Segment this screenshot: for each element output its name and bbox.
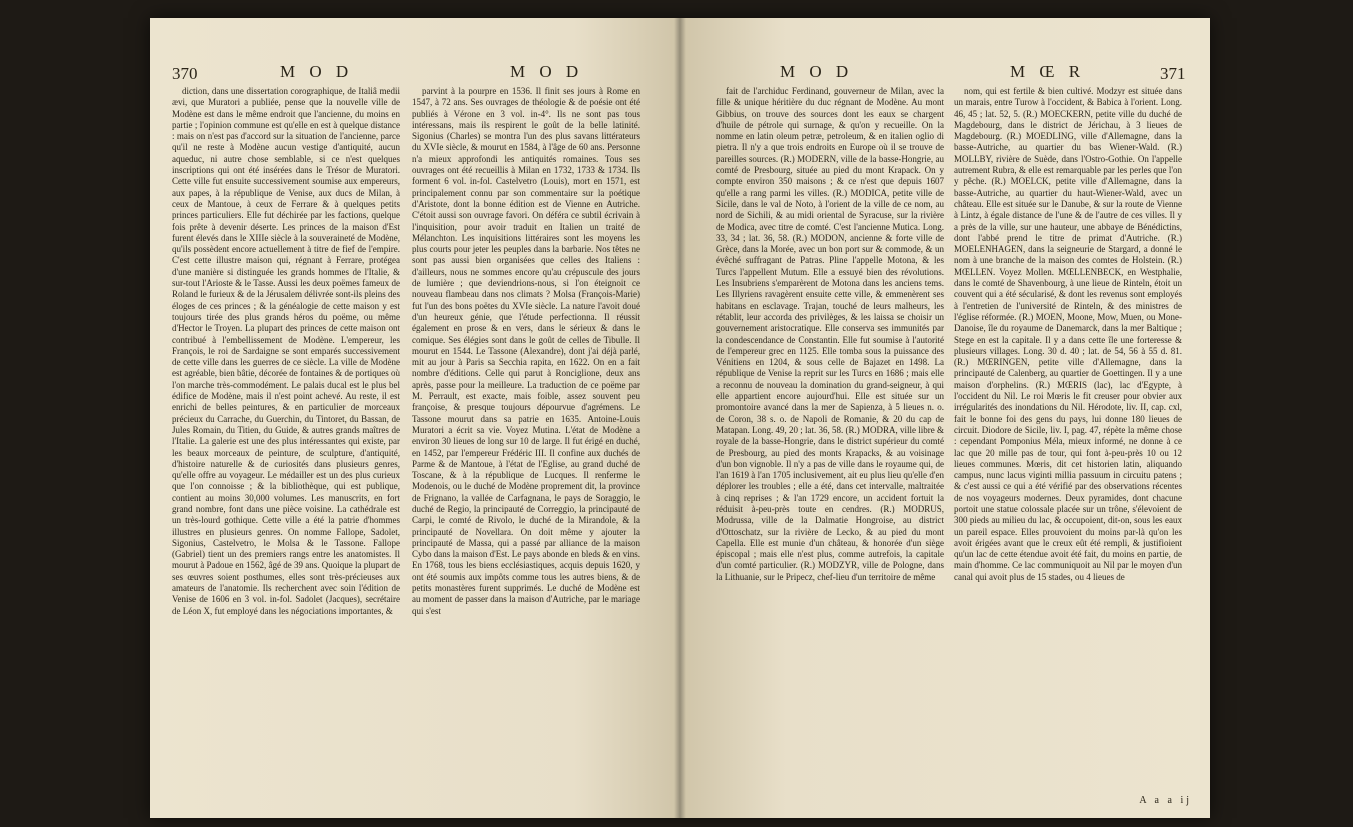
text-column-1 bbox=[716, 86, 944, 801]
column-text: parvint à la pourpre en 1536. Il finit ses jours à Rome en 1547, à 72 ans. Ses ouvrages de théologie & de poésie ont été publiés à Vérone en 3 vol. in-4°. Ils ne sont pas tous intéressans, mais ils respirent le goût de la belle latinité. Sigonius (Charles) se montra l'un des plus savans littérateurs du XVIe siècle, & mourut en 1584, à l'âge de 60 ans. Personne n'a mieux approfondi les antiquités romaines. Tous ses ouvrages ont été recueillis à Milan en 1732, 1733 & 1734. Ils forment 6 vol. in-fol. Castelvetro (Louis), mort en 1571, est principalement connu par son commentaire sur la poétique d'Aristote, dont la bonne édition est de Vienne en Autriche. C'étoit aussi son ouvrage favori. On déféra ce subtil écrivain à l'inquisition, pour avoir traduit en Italien un traité de Mélanchton. Les inquisitions littéraires sont les moyens les plus courts pour jeter les peuples dans la barbarie. Nos têtes ne sont pas aussi bien organisées que celles des Italiens : d'ailleurs, nous ne sommes encore qu'au crépuscule des jours de lumière ; que deviendrions-nous, si l'on éteignoit ce nouveau flambeau dans nos climats ? Molsa (François-Marie) fut l'un des bons poëtes du XVIe siècle. La nature l'avoit doué d'un heureux génie, que l'étude perfectionna. Il réussit également en prose & en vers, dans le sérieux & dans le comique. Ses élégies sont dans le goût de celles de Tibulle. Il mourut en 1544. Le Tassone (Alexandre), dont j'ai déjà parlé, mit au jour à Paris sa Secchia rapita, en 1622. On en a fait nombre d'éditions. Celle qui parut à Ronciglione, deux ans après, passe pour la meilleure. La traduction de ce poëme par M. Perrault, est exacte, mais foible, assez souvent peu françoise, & presque toujours dépourvue d'agrémens. Le Tassone mourut dans sa patrie en 1635. Antoine-Louis Muratori a écrit sa vie. Voyez Mutina. L'état de Modène a environ 30 lieues de long sur 10 de large. Il fut érigé en duché, en 1452, par l'empereur Frédéric III. Il confine aux duchés de Parme & de Mantoue, à l'état de l'Eglise, au grand duché de Toscane, & à la république de Lucques. Il renferme le Modenois, ou le duché de Modène proprement dit, la province de Frignano, la vallée de Carfagnana, le pays de Soraggio, le duché de Regio, la principauté de Correggio, la principauté de Carpi, le comté de Rivolo, le duché de la Mirandole, & la principauté de Novellara. On doit même y ajouter la principauté de Massa, qui a passé par alliance de la maison Cybo dans la maison d'Est. Le pays abonde en bleds & en vins. En 1768, tous les biens ecclésiastiques, acquis depuis 1620, y ont été soumis aux impôts comme tous les autres biens, & de petits monastères furent supprimés. Le duché de Modène est au moment de passer dans la maison d'Autriche, par le mariage qui s'est bbox=[412, 86, 640, 616]
text-column-1 bbox=[172, 86, 400, 801]
column-text: diction, dans une dissertation corographique, de Italiâ medii ævi, que Muratori a publiée, pense que la nouvelle ville de Modène est dans le même endroit que l'ancienne, du moins en partie ; l'opinion commune est qu'elle en est à quelque distance : mais on n'est pas d'accord sur la situation de l'ancienne, parce qu'il ne reste à Modène aucun vestige d'antiquité, aucun aqueduc, ni autre chose semblable, si ce n'est quelques inscriptions qui ont été insérées dans le Trésor de Muratori. Cette ville fut ensuite successivement soumise aux empereurs, aux papes, à la république de Venise, aux ducs de Milan, à ceux de Mantoue, à ceux de Ferrare & à quelques petits princes particuliers. Elle fut déchirée par les factions, quelque fois prête à devenir déserte. Les princes de la maison d'Est furent élevés dans le XIIIe siècle à la souveraineté de Modène, qu'ils possèdent encore actuellement à titre de fief de l'empire. C'est cette illustre maison qui, régnant à Ferrare, protégea d'une manière si distinguée les grands hommes de l'Italie, & sur-tout l'Arioste & le Tasse. Aussi les deux poëmes fameux de Roland le furieux & de la Jérusalem délivrée sont-ils pleins des éloges de ces princes ; & la généalogie de cette maison y est toujours tirée des plus grands héros du poëme, ou même d'Hector le Troyen. La plupart des princes de cette maison ont contribué à l'embellissement de Modène. L'empereur, les François, le roi de Sardaigne se sont emparés successivement de cette ville dans les guerres de ce siècle. La ville de Modène est agréable, bien bâtie, décorée de fontaines & de portiques où l'on marche très-commodément. Le palais ducal est le plus bel édifice de Modène, mais il n'est point achevé. Au reste, il est enrichi de belles peintures, & en particulier de morceaux précieux du Carrache, du Guerchin, du Tintoret, du Bassan, de Jules Romain, du Titien, du Guide, & autres grands maîtres de l'Italie. La galerie est une des plus intéressantes qui existe, par les beaux morceaux de peinture, de sculpture, d'antiquité, d'histoire naturelle & de curiosités dans plusieurs genres, qu'elle offre au voyageur. Le médailler est un des plus curieux que l'on connoisse ; & la bibliothèque, qui est publique, contient au moins 30,000 volumes. Les manuscrits, en fort grand nombre, font dans une pièce voisine. La cathédrale est un très-lourd gothique. Cette ville a été la patrie d'hommes illustres en plusieurs genres. On nomme Fallope, Sadolet, Sigonius, Castelvetro, le Molsa & le Tassone. Fallope (Gabriel) tient un des premiers rangs entre les anatomistes. Il mourut à Padoue en 1562, âgé de 39 ans. Quoique la plupart de ses œuvres soient posthumes, elles sont très-précieuses aux amateurs de l'anatomie. Ils recherchent avec soin l'édition de Venise de 1606 en 3 vol. in-fol. Sadolet (Jacques), secrétaire de Léon X, fut employé dans les négociations importantes, & bbox=[172, 86, 400, 616]
text-column-2 bbox=[954, 86, 1182, 801]
open-book bbox=[150, 18, 1210, 818]
running-head-left: M O D bbox=[780, 62, 854, 81]
column-text: nom, qui est fertile & bien cultivé. Modzyr est située dans un marais, entre Turow à l'occident, & Babica à l'orient. Long. 46, 45 ; lat. 52, 5. (R.) MOECKERN, petite ville du duché de Magdebourg, dans le district de Jérichau, à 3 lieues de Magdebourg. (R.) MOEDLING, ville d'Allemagne, dans la basse-Autriche, au quartier du bas Wiener-Wald. (R.) MOLLBY, rivière de Suède, dans l'Ostro-Gothie. On l'appelle autrement Rubra, & elle est remarquable par les perles que l'on y pêche. (R.) MOELCK, petite ville d'Allemagne, dans la basse-Autriche, au quartier du haut-Wiener-Wald, avec un château. Elle est située sur le Danube, & sur la route de Vienne à Lintz, à égale distance de l'une & de l'autre de ces villes. Il y a près de la ville, sur une hauteur, une abbaye de Bénédictins, dont l'abbé prend le titre de primat d'Autriche. (R.) MOELENHAGEN, dans la seigneurie de Stargard, a donné le nom à une branche de la maison des comtes de Holstein. (R.) MŒLLEN. Voyez Mollen. MŒLLENBECK, en Westphalie, dans le comté de Shavenbourg, à une lieue de Rinteln, étoit un couvent qui a été sécularisé, & dont les revenus sont employés à l'entretien de l'université de Rinteln, & des ministres de l'église réformée. (R.) MOEN, Moone, Mow, Muen, ou Mone-Danoise, île du royaume de Danemarck, dans la mer Baltique ; Stege en est la capitale. Il y a dans cette île une forteresse & plusieurs villages. Long. 30 d. 40 ; lat. de 54, 56 à 55 d. 81. (R.) MŒRINGEN, petite ville d'Allemagne, dans la principauté de Calenberg, au quartier de Goettingen. Il y a une maison d'orphelins. (R.) MŒRIS (lac), lac d'Egypte, à l'occident du Nil. Le roi Mœris le fit creuser pour obvier aux irrégularités des inondations du Nil. Hérodote, liv. II, cap. cxl, fait le bonne foi des gens du pays, lui donne 180 lieues de circuit. Diodore de Sicile, liv. I, pag. 47, répète la même chose : cependant Pomponius Méla, mieux informé, ne donne à ce lac que 20 mille pas de tour, qui font à-peu-près 10 ou 12 lieues communes. Mœris, dit cet historien latin, aliquando campus, nunc lacus viginti millia passuum in circuitu patens ; & c'est aussi ce qui a été vérifié par des observations récentes de nos voyageurs modernes. Deux pyramides, dont chacune portoit une statue colossale placée sur un trône, s'élevoient de 300 pieds au milieu du lac, & occupoient, dit-on, sous les eaux un pareil espace. Elles prouvoient du moins par-là qu'on les avoit érigées avant que le creux eût été rempli, & justifioient qu'un lac de cette étendue avoit été fait, du moins en partie, de main d'homme. Ce lac communiquoit au Nil par le moyen d'un canal qui avoit plus de 15 stades, ou 4 lieues de bbox=[954, 86, 1182, 582]
book-gutter bbox=[674, 18, 686, 818]
running-head-right: M O D bbox=[510, 62, 584, 81]
page-number: 371 bbox=[1160, 64, 1186, 83]
text-column-2 bbox=[412, 86, 640, 801]
right-page bbox=[680, 18, 1210, 818]
running-head-left: M O D bbox=[280, 62, 354, 81]
left-page bbox=[150, 18, 680, 818]
running-head-right: M Œ R bbox=[1010, 62, 1086, 81]
column-text: fait de l'archiduc Ferdinand, gouverneur de Milan, avec la fille & unique héritière du duc régnant de Modène. Au mont Gibbius, on trouve des sources dont les eaux se chargent d'huile de pétrole qui surnage, & qu'on y recueille. On la nomme en latin oleum petræ, petroleum, & en italien oglio di pietra. Il n'y a que trois endroits en Europe où il se trouve de pareilles sources. (R.) MODERN, ville de la basse-Hongrie, au comté de Presbourg, située au pied du mont Krapack. On y compte environ 350 maisons ; & ce n'est que depuis 1607 qu'elle a rang parmi les villes. (R.) MODICA, petite ville de Sicile, dans le val de Noto, à l'orient de la ville de ce nom, au nord de Sichili, & au midi oriental de Syracuse, sur la rivière de Modica, avec titre de comté. C'est l'ancienne Mutica. Long. 33, 34 ; lat. 36, 58. (R.) MODON, ancienne & forte ville de Grèce, dans la Morée, avec un bon port sur & commode, & un évêché suffragant de Patras. Pline l'appelle Motona, & les Turcs l'appellent Mutum. Elle a essuyé bien des révolutions. Les Insubriens s'emparèrent de Motona dans les anciens tems. Les Illyriens ravagèrent ensuite cette ville, & emmenèrent ses habitans en esclavage. Trajan, touché de leurs malheurs, les rétablit, leur accorda des privilèges, & les laissa se choisir un gouvernement aristocratique. Elle conserva ses immunités par la condescendance de Constantin. Elle fut soumise à l'autorité de l'empereur grec en 1125. Elle tomba sous la puissance des Vénitiens en 1204, & sous celle de Bajazet en 1498. La république de Venise la reprit sur les Turcs en 1686 ; mais elle a reconnu de nouveau la domination du grand-seigneur, à qui elle appartient encore aujourd'hui. Elle est située sur un promontoire avancé dans la mer de Sapienza, à 5 lieues n. o. de Coron, 38 s. o. de Napoli de Romanie, & 20 du cap de Matapan. Long. 49, 20 ; lat. 36, 58. (R.) MODRA, ville libre & royale de la basse-Hongrie, dans le district supérieur du comté de Presbourg, au pied des monts Krapacks, & au voisinage d'un bon vignoble. Il n'y a pas de ville dans le royaume qui, de l'an 1619 à l'an 1705 inclusivement, ait eu plus lieu qu'elle d'en déplorer les troubles ; elle a été, dans cet intervalle, maltraitée à cinq reprises ; & l'an 1729 encore, un accident fortuit la réduisit à-peu-près toute en cendres. (R.) MODRUS, Modrussa, ville de la Dalmatie Hongroise, au district d'Ottoschatz, sur la rivière de Lecko, & au pied du mont Capella. Elle est munie d'un château, & honorée d'un siège épiscopal ; mais elle n'est plus, comme autrefois, la capitale d'un comté particulier. (R.) MODZYR, ville de Pologne, dans la Lithuanie, sur le Pripecz, chef-lieu d'un territoire de même bbox=[716, 86, 944, 582]
page-number: 370 bbox=[172, 64, 198, 83]
signature-mark: A a a ij bbox=[1139, 795, 1192, 806]
